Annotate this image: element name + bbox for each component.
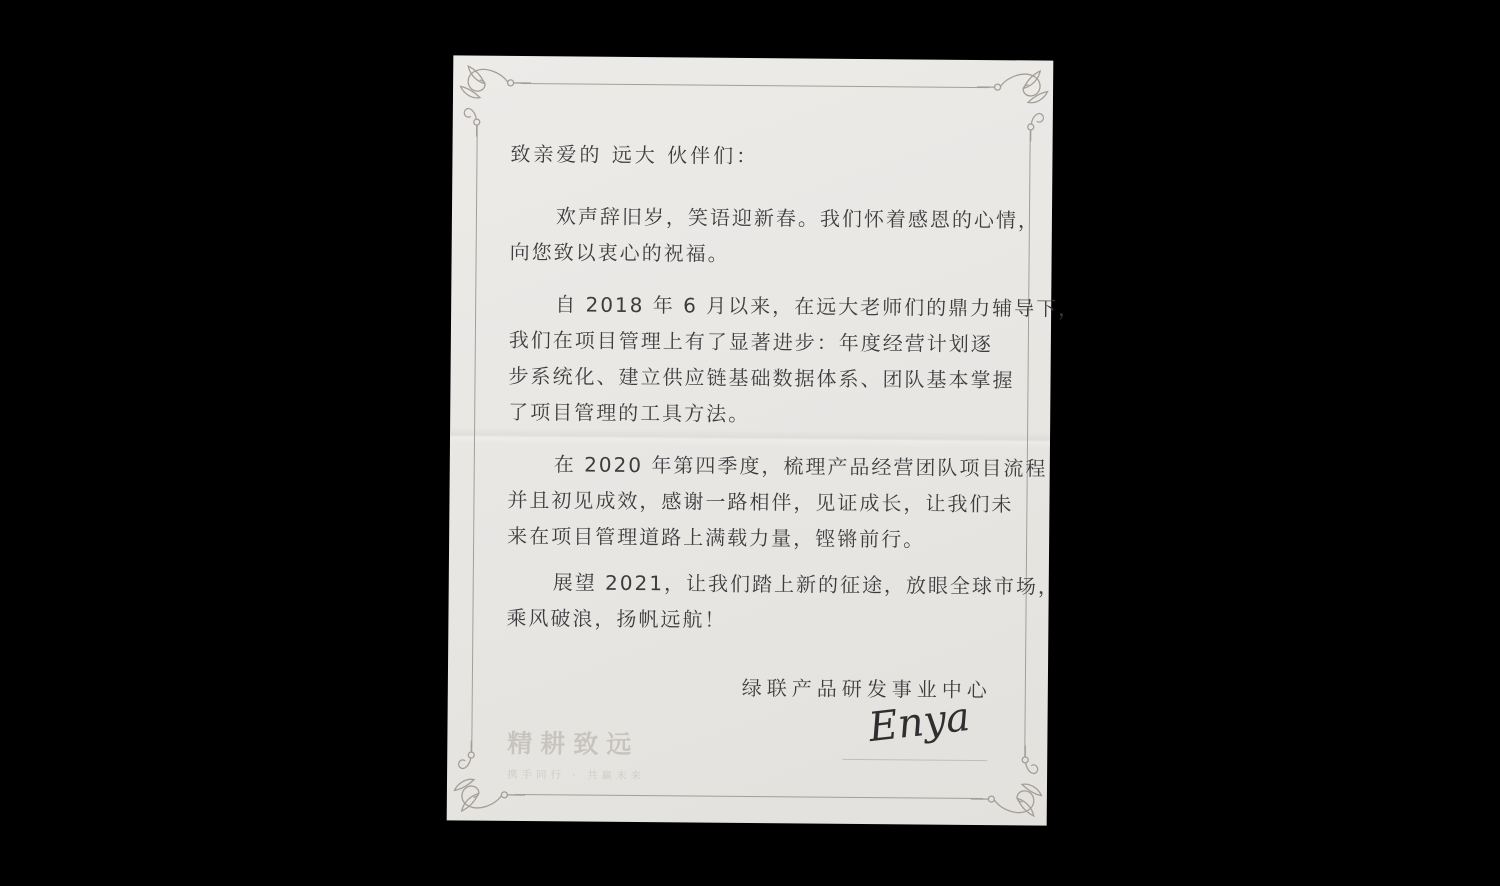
letter-line: 并且初见成效，感谢一路相伴，见证成长，让我们未 bbox=[507, 487, 1014, 517]
letter-line: 展望 2021，让我们踏上新的征途，放眼全球市场， bbox=[552, 570, 1061, 599]
frame-border-bottom bbox=[515, 794, 983, 799]
signoff-department: 绿联产品研发事业中心 bbox=[741, 675, 992, 703]
letter-line: 欢声辞旧岁，笑语迎新春。我们怀着感恩的心情， bbox=[555, 204, 1041, 233]
handwritten-signature: Enya bbox=[865, 693, 972, 752]
paragraph-3 bbox=[507, 446, 1048, 558]
paragraph-2 bbox=[508, 286, 1081, 434]
corner-flourish-top-left-icon bbox=[459, 64, 532, 137]
letter-line: 在 2020 年第四季度，梳理产品经营团队项目流程 bbox=[553, 452, 1048, 481]
signature-underline bbox=[842, 759, 987, 761]
letter-body bbox=[506, 136, 1081, 708]
letter-line: 来在项目管理道路上满载力量，铿锵前行。 bbox=[507, 523, 926, 552]
corner-flourish-top-right-icon bbox=[977, 69, 1050, 142]
letter-line: 我们在项目管理上有了显著进步：年度经营计划逐 bbox=[508, 327, 993, 357]
letter-line: 自 2018 年 6 月以来，在远大老师们的鼎力辅导下， bbox=[555, 292, 1081, 321]
letter-line: 了项目管理的工具方法。 bbox=[508, 399, 751, 427]
salutation: 致亲爱的 远大 伙伴们： bbox=[510, 141, 760, 169]
paragraph-4 bbox=[506, 564, 1061, 640]
stationery-watermark bbox=[507, 724, 646, 783]
letter-line: 乘风破浪，扬帆远航！ bbox=[506, 605, 727, 632]
corner-flourish-bottom-right-icon bbox=[971, 745, 1044, 818]
frame-border-top bbox=[521, 83, 989, 88]
paragraph-1 bbox=[509, 198, 1041, 274]
watermark-subtitle: 携手同行 · 共赢未来 bbox=[507, 768, 646, 783]
watermark-title: 精耕致远 bbox=[507, 728, 640, 760]
letter-line: 向您致以衷心的祝福。 bbox=[509, 239, 730, 266]
letter-line: 步系统化、建立供应链基础数据体系、团队基本掌握 bbox=[508, 363, 1015, 393]
letter-paper bbox=[447, 55, 1081, 825]
